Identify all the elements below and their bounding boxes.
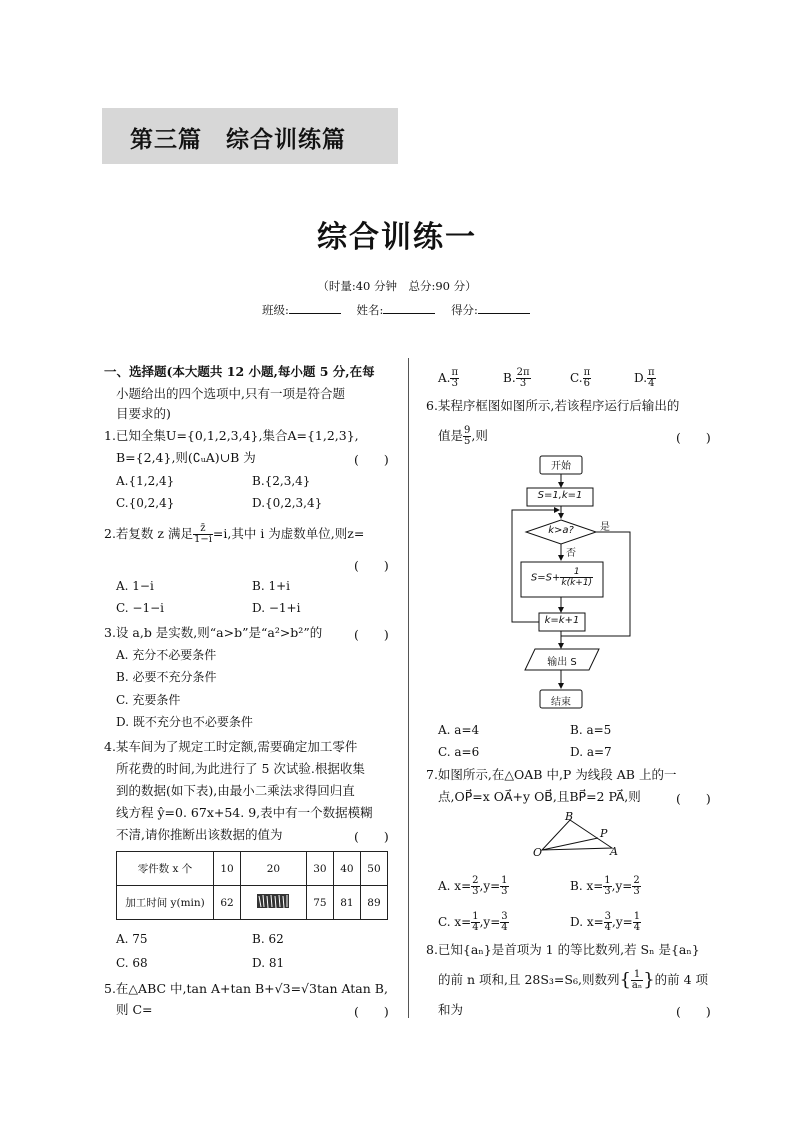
- fc-increment: k=k+1: [544, 615, 580, 626]
- table-cell: 30: [306, 852, 333, 886]
- q1-option-b[interactable]: B.{2,3,4}: [252, 474, 311, 488]
- q1-option-c[interactable]: C.{0,2,4}: [116, 496, 175, 510]
- q5-option-d[interactable]: D. $\frac{\pi}{4}$: [634, 367, 655, 389]
- q7-text2: 点,OP⃗=x OA⃗+y OB⃗,且BP⃗=2 PA⃗,则: [438, 789, 641, 804]
- q4-text4: 线方程 ŷ=0. 67x+54. 9,表中有一个数据模糊: [116, 805, 373, 820]
- section-heading: 一、选择题(本大题共 12 小题,每小题 5 分,在每: [104, 364, 375, 379]
- score-label: 得分:: [451, 303, 478, 317]
- q7-label-o: O: [533, 846, 543, 859]
- q4-text2: 所花费的时间,为此进行了 5 次试验.根据收集: [116, 761, 365, 776]
- table-cell: 81: [333, 886, 360, 920]
- q2-option-b[interactable]: B. 1+i: [252, 579, 290, 593]
- q7-text1: 7.如图所示,在△OAB 中,P 为线段 AB 上的一: [426, 767, 677, 782]
- q7-option-c[interactable]: C. x= $\frac{1}{4}$ ,y= $\frac{3}{4}$: [438, 911, 508, 933]
- score-field[interactable]: [478, 302, 530, 314]
- table-cell: 75: [306, 886, 333, 920]
- table-cell: 89: [360, 886, 387, 920]
- q3-option-d[interactable]: D. 既不充分也不必要条件: [116, 715, 253, 729]
- table-header: 零件数 x 个: [117, 852, 214, 886]
- q2-option-d[interactable]: D. −1+i: [252, 601, 301, 615]
- name-field[interactable]: [383, 302, 435, 314]
- class-field[interactable]: [289, 302, 341, 314]
- q6-answer[interactable]: ( ): [676, 430, 711, 445]
- q5-answer[interactable]: ( ): [354, 1004, 389, 1019]
- q4-answer[interactable]: ( ): [354, 829, 389, 844]
- fc-output: 输出 S: [547, 657, 577, 668]
- q4-option-d[interactable]: D. 81: [252, 956, 285, 970]
- table-cell: 50: [360, 852, 387, 886]
- q5-option-a[interactable]: A. $\frac{\pi}{3}$: [438, 367, 459, 389]
- q6-option-d[interactable]: D. a=7: [570, 745, 612, 759]
- q4-data-table: [116, 851, 388, 920]
- q7-option-b[interactable]: B. x= $\frac{1}{3}$ ,y= $\frac{2}{3}$: [570, 875, 640, 897]
- q1-text: 1.已知全集U={0,1,2,3,4},集合A={1,2,3},: [104, 428, 359, 443]
- q7-label-b: B: [565, 810, 574, 823]
- q2-option-a[interactable]: A. 1−i: [116, 579, 154, 593]
- q4-option-c[interactable]: C. 68: [116, 956, 148, 970]
- q3-text: 3.设 a,b 是实数,则“a>b”是“a²>b²”的: [104, 625, 323, 640]
- q4-option-a[interactable]: A. 75: [116, 932, 148, 946]
- fc-init: S=1,k=1: [537, 490, 583, 501]
- q8-text1: 8.已知{aₙ}是首项为 1 的等比数列,若 Sₙ 是{aₙ}: [426, 942, 700, 957]
- q8-answer[interactable]: ( ): [676, 1004, 711, 1019]
- fc-yes: 是: [600, 522, 610, 533]
- section-line2: 小题给出的四个选项中,只有一项是符合题: [116, 386, 345, 401]
- q1-option-a[interactable]: A.{1,2,4}: [116, 474, 175, 488]
- part-banner: [102, 108, 398, 164]
- q6-text2: 值是 $\frac{9}{5}$ ,则: [438, 425, 488, 447]
- q7-option-d[interactable]: D. x= $\frac{3}{4}$ ,y= $\frac{1}{4}$: [570, 911, 641, 933]
- q6-option-a[interactable]: A. a=4: [438, 723, 480, 737]
- student-info: [262, 302, 542, 318]
- q1-text2: B={2,4},则(∁ᵤA)∪B 为: [116, 450, 256, 465]
- exam-title: 综合训练一: [317, 220, 477, 255]
- q8-text3: 和为: [438, 1002, 464, 1017]
- blurred-value-icon: [256, 892, 290, 910]
- q5-option-b[interactable]: B. $\frac{2\pi}{3}$: [503, 367, 530, 389]
- q3-option-c[interactable]: C. 充要条件: [116, 693, 181, 707]
- q7-option-a[interactable]: A. x= $\frac{2}{3}$ ,y= $\frac{1}{3}$: [438, 875, 508, 897]
- table-cell: 40: [333, 852, 360, 886]
- table-row: [117, 886, 388, 920]
- q4-text5: 不清,请你推断出该数据的值为: [116, 827, 283, 842]
- exam-meta: （时量:40 分钟 总分:90 分）: [317, 279, 477, 293]
- section-line3: 目要求的): [116, 406, 171, 421]
- table-cell: 62: [214, 886, 241, 920]
- q7-label-p: P: [600, 827, 608, 840]
- q3-option-a[interactable]: A. 充分不必要条件: [116, 648, 217, 662]
- q7-label-a: A: [610, 845, 618, 858]
- q4-option-b[interactable]: B. 62: [252, 932, 284, 946]
- q4-text3: 到的数据(如下表),由最小二乘法求得回归直: [116, 783, 355, 798]
- q3-answer[interactable]: ( ): [354, 627, 389, 642]
- column-divider: [408, 358, 409, 1018]
- q5-option-c[interactable]: C. $\frac{\pi}{6}$: [570, 367, 591, 389]
- q6-option-c[interactable]: C. a=6: [438, 745, 480, 759]
- q3-option-b[interactable]: B. 必要不充分条件: [116, 670, 217, 684]
- q2-answer[interactable]: ( ): [354, 558, 389, 573]
- q7-answer[interactable]: ( ): [676, 791, 711, 806]
- q2-option-c[interactable]: C. −1−i: [116, 601, 164, 615]
- fc-condition: k>a?: [548, 525, 574, 536]
- table-row: [117, 852, 388, 886]
- class-label: 班级:: [262, 303, 289, 317]
- q5-text2: 则 C=: [116, 1002, 153, 1017]
- q6-option-b[interactable]: B. a=5: [570, 723, 612, 737]
- table-cell: 10: [214, 852, 241, 886]
- q4-text1: 4.某车间为了规定工时定额,需要确定加工零件: [104, 739, 358, 754]
- name-label: 姓名:: [356, 303, 384, 317]
- table-cell: 20: [241, 852, 307, 886]
- blurred-cell: [241, 886, 307, 920]
- q8-text2: 的前 n 项和,且 28S₃=S₆,则数列{ $\frac{1}{\text{aₙ}}$ }的前 4 项: [438, 969, 709, 991]
- part-title: 第三篇 综合训练篇: [130, 127, 346, 153]
- q2-text: 2.若复数 z 满足 $\frac{z̄}{1-i}$ =i,其中 i 为虚数单位,则z=: [104, 523, 365, 545]
- q6-text1: 6.某程序框图如图所示,若该程序运行后输出的: [426, 398, 680, 413]
- fc-end: 结束: [551, 697, 571, 708]
- table-header: 加工时间 y(min): [117, 886, 214, 920]
- q1-option-d[interactable]: D.{0,2,3,4}: [252, 496, 323, 510]
- q5-text1: 5.在△ABC 中,tan A+tan B+√3=√3tan Atan B,: [104, 981, 388, 996]
- fc-update: S=S+ $\frac{1}{k(k+1)}$: [530, 567, 593, 588]
- fc-start: 开始: [551, 461, 571, 472]
- fc-no: 否: [566, 548, 576, 559]
- q1-answer[interactable]: ( ): [354, 452, 389, 467]
